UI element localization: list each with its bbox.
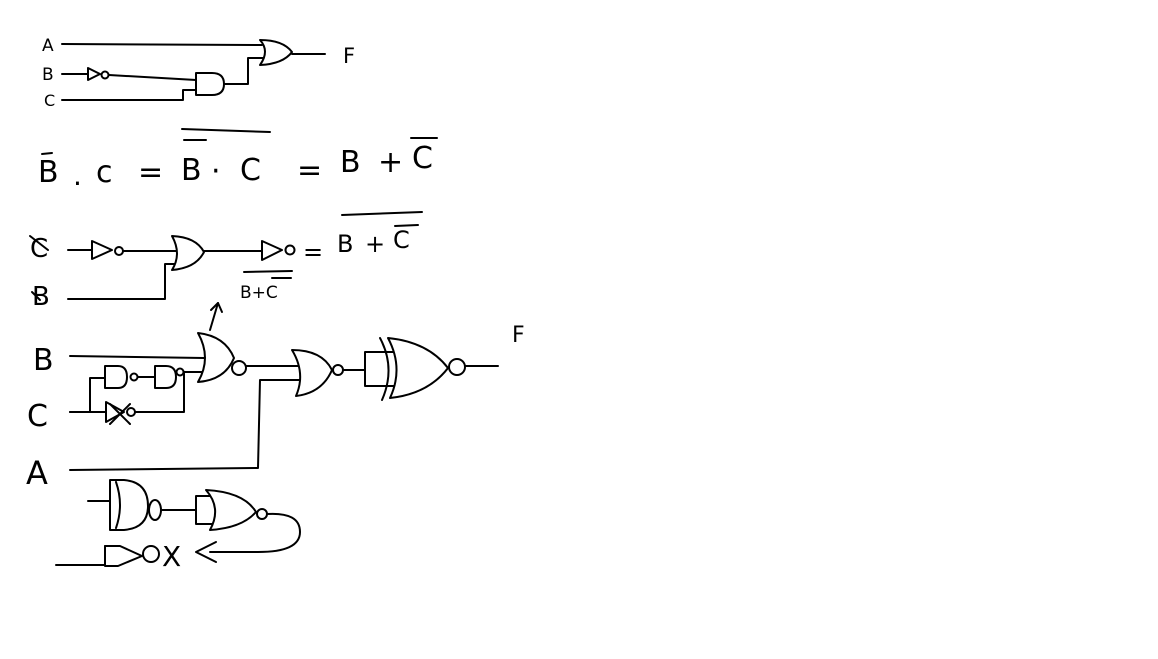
expr-b-term: B (38, 155, 59, 190)
expr-mid-dot: · (211, 154, 221, 189)
circuit2-equals: = (303, 238, 324, 266)
cross-x-mark: X (162, 540, 182, 573)
and-gate-4a (110, 480, 148, 530)
circuit2-result-c: C (393, 226, 410, 254)
expr-rhs-b: B (340, 145, 361, 180)
expr-mid-b: B (181, 153, 202, 188)
circuit2-result-c-bar (395, 225, 418, 226)
input-label-a3: A (26, 454, 48, 492)
input-label-b: B (42, 65, 54, 85)
input-label-a: A (42, 36, 54, 56)
expr-c-term: c (96, 155, 113, 190)
circuit2-result-b: B (337, 230, 354, 258)
expr-equals-2: = (297, 153, 323, 188)
expr-mid-c: C (240, 153, 261, 188)
and-gate-1 (196, 73, 224, 95)
input-label-c2: C (30, 234, 49, 264)
expr-rhs-c: C (412, 141, 433, 176)
expr-b-bar (42, 153, 52, 154)
circuit2-result-plus: + (365, 230, 386, 258)
nor-bubble-3 (232, 361, 246, 375)
wire-a (62, 44, 262, 45)
expr-rhs-plus: + (378, 145, 404, 180)
output-label-f: F (343, 44, 356, 68)
output-label-f3: F (512, 323, 525, 348)
expr-equals-1: = (138, 155, 164, 190)
and-gate-3b (155, 366, 176, 388)
circuit2-note: B+C (240, 283, 278, 303)
input-label-b3: B (33, 343, 54, 378)
xnor-bubble-5 (449, 359, 465, 375)
circuit2-note-overbar (244, 271, 292, 272)
input-label-c: C (44, 91, 56, 110)
and-gate-3a (105, 366, 127, 388)
expr-dot-1: . (73, 159, 82, 192)
input-label-c3: C (27, 399, 48, 434)
input-label-b2: B (32, 282, 50, 312)
